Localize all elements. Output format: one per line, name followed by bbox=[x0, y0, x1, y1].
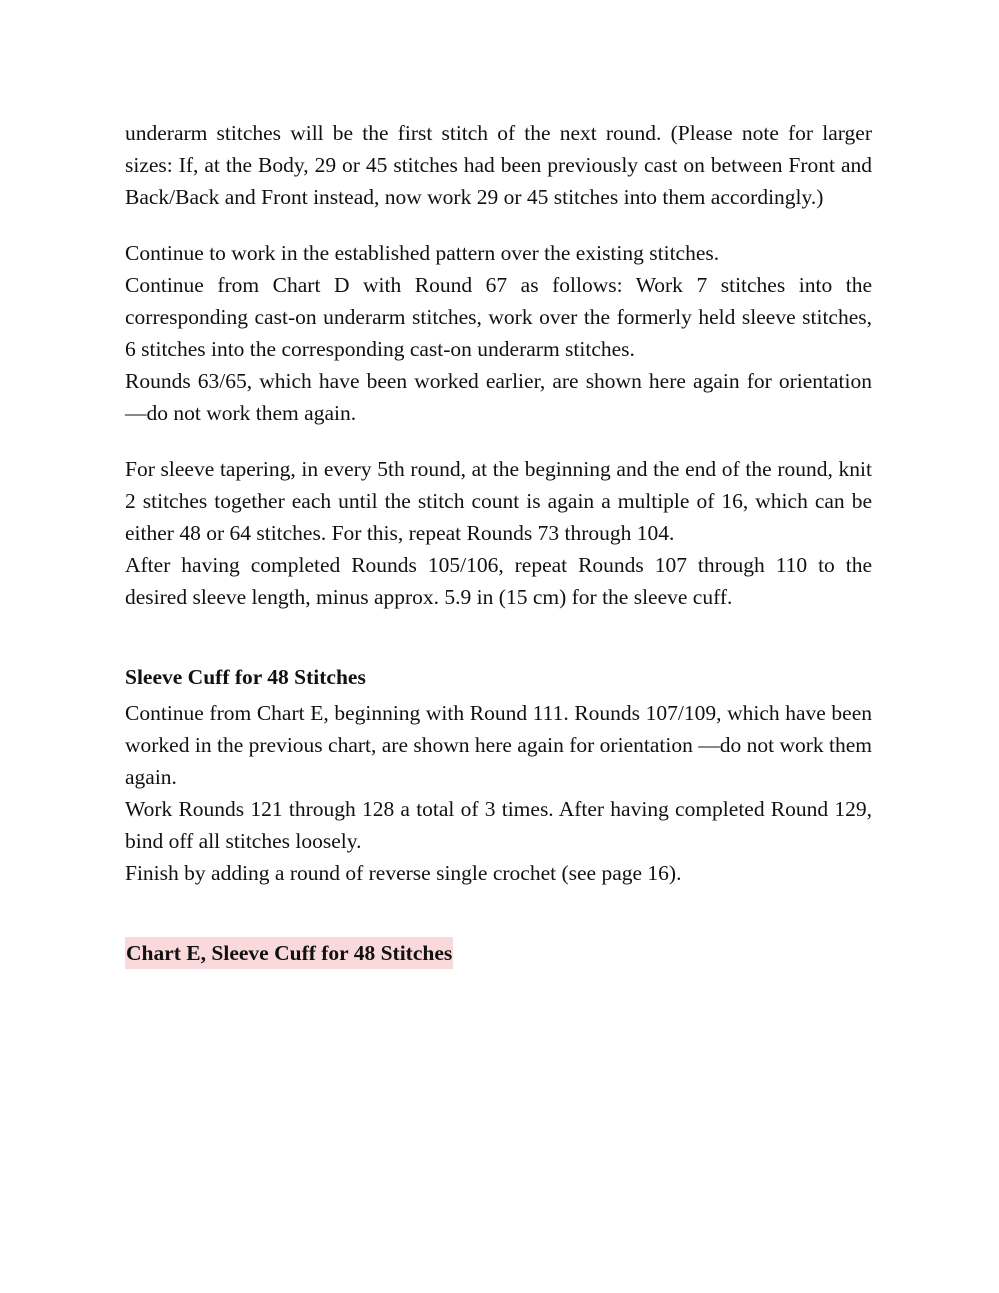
document-page bbox=[125, 117, 872, 969]
paragraph-chart-d-round-67: Continue from Chart D with Round 67 as follows: Work 7 stitches into the corresponding cast-on underarm stitches, work over the formerly held sleeve stitches, 6 stitches into the corresponding cast-on underarm stitches. bbox=[125, 273, 872, 361]
paragraph-underarm-stitches: underarm stitches will be the first stitch of the next round. (Please note for larger sizes: If, at the Body, 29 or 45 stitches had been previously cast on between Front and Back/Back and Front instead, now work 29 or 45 stitches into them accordingly.) bbox=[125, 121, 872, 209]
spacer bbox=[125, 889, 872, 937]
paragraph-sleeve-tapering: For sleeve tapering, in every 5th round, at the beginning and the end of the round, knit 2 stitches together each until the stitch count is again a multiple of 16, which can be either 48 or 64 stitches. For this, repeat Rounds 73 through 104. bbox=[125, 457, 872, 545]
paragraph-rounds-105-106: After having completed Rounds 105/106, repeat Rounds 107 through 110 to the desired sleeve length, minus approx. 5.9 in (15 cm) for the sleeve cuff. bbox=[125, 553, 872, 609]
paragraph-chart-e-round-111: Continue from Chart E, beginning with Round 111. Rounds 107/109, which have been worked in the previous chart, are shown here again for orientation —do not work them again. bbox=[125, 701, 872, 789]
chart-e-heading-text: Chart E, Sleeve Cuff for 48 Stitches bbox=[125, 937, 453, 969]
section-heading-sleeve-cuff: Sleeve Cuff for 48 Stitches bbox=[125, 665, 366, 689]
paragraph-rounds-121-128: Work Rounds 121 through 128 a total of 3 times. After having completed Round 129, bind off all stitches loosely. bbox=[125, 797, 872, 853]
paragraph-reverse-single-crochet: Finish by adding a round of reverse single crochet (see page 16). bbox=[125, 861, 682, 885]
paragraph-continue-pattern: Continue to work in the established pattern over the existing stitches. bbox=[125, 241, 720, 265]
spacer bbox=[125, 429, 872, 453]
paragraph-rounds-63-65: Rounds 63/65, which have been worked earlier, are shown here again for orientation—do not work them again. bbox=[125, 369, 872, 425]
spacer bbox=[125, 613, 872, 661]
chart-e-heading bbox=[125, 937, 872, 969]
spacer bbox=[125, 213, 872, 237]
